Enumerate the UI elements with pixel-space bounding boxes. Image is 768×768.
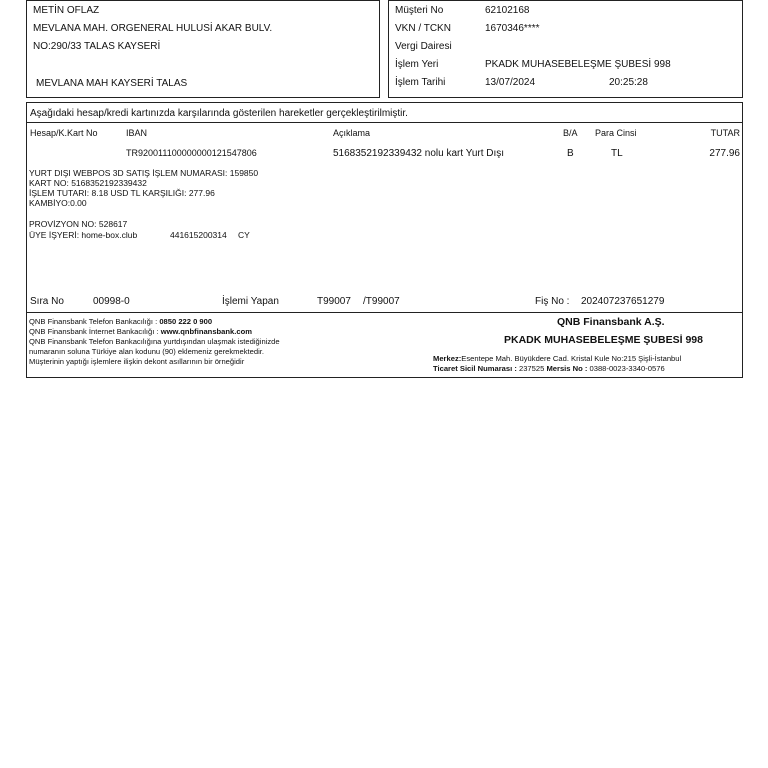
merchant-country: CY (238, 230, 250, 240)
row-iban: TR920011100000000121547806 (126, 148, 257, 158)
transaction-place-value: PKADK MUHASEBELEŞME ŞUBESİ 998 (485, 59, 671, 70)
footer-note-1: QNB Finansbank Telefon Bankacılığına yurtdışından ulaşmak istediğinizde (29, 337, 280, 346)
row-currency: TL (611, 148, 623, 159)
headquarters-line (433, 355, 681, 363)
footer-note-3: Müşterinin yaptığı işlemlere ilişkin dekont asıllarının bir örneğidir (29, 357, 245, 366)
detail-line-2: KART NO: 5168352192339432 (29, 178, 147, 188)
customer-box (26, 0, 380, 98)
provision-number: PROVİZYON NO: 528617 (29, 219, 128, 229)
customer-name: METİN OFLAZ (33, 5, 100, 16)
trade-registry-value: 237525 (518, 364, 545, 373)
operator-value-2: /T99007 (363, 296, 400, 307)
sequence-label: Sıra No (30, 296, 64, 307)
transaction-place-label: İşlem Yeri (395, 59, 439, 70)
phone-banking-label: QNB Finansbank Telefon Bankacılığı : (29, 317, 158, 326)
headquarters-label: Merkez: (433, 354, 462, 363)
phone-banking-number: 0850 222 0 900 (159, 317, 213, 326)
detail-line-4: KAMBİYO:0.00 (29, 198, 87, 208)
internet-banking-line (29, 328, 252, 336)
tax-office-label: Vergi Dairesi (395, 41, 452, 52)
branch-name: PKADK MUHASEBELEŞME ŞUBESİ 998 (504, 334, 703, 346)
tax-id-value: 1670346**** (485, 23, 540, 34)
headquarters-address: Esentepe Mah. Büyükdere Cad. Kristal Kule No:215 Şişli-İstanbul (461, 354, 682, 363)
registry-line (433, 365, 665, 373)
trade-registry-label: Ticaret Sicil Numarası : (433, 364, 517, 373)
row-description: 5168352192339432 nolu kart Yurt Dışı (333, 148, 505, 159)
bank-name: QNB Finansbank A.Ş. (557, 316, 665, 328)
header-account: Hesap/K.Kart No (30, 128, 98, 138)
receipt-no-value: 202407237651279 (581, 296, 665, 307)
header-currency: Para Cinsi (595, 128, 637, 138)
operator-label: İşlemi Yapan (222, 296, 279, 307)
detail-line-3: İŞLEM TUTARI: 8.18 USD TL KARŞILIĞI: 277.96 (29, 188, 215, 198)
transaction-date-label: İşlem Tarihi (395, 77, 446, 88)
mersis-label: Mersis No : (546, 364, 588, 373)
header-amount: TUTAR (710, 128, 740, 138)
customer-address-line1: MEVLANA MAH. ORGENERAL HULUSİ AKAR BULV. (33, 23, 273, 34)
customer-no-value: 62102168 (485, 5, 530, 16)
intro-text: Aşağıdaki hesap/kredi kartınızda karşılarında gösterilen hareketler gerçekleştirilmiştir. (30, 108, 408, 119)
transaction-date-value: 13/07/2024 (485, 77, 536, 88)
transaction-info-box (388, 0, 743, 98)
header-description: Açıklama (333, 128, 371, 138)
customer-address-line2: NO:290/33 TALAS KAYSERİ (33, 41, 161, 52)
transaction-time-value: 20:25:28 (609, 77, 648, 88)
sequence-value: 00998-0 (93, 296, 130, 307)
transaction-detail-box (26, 102, 743, 313)
header-iban: IBAN (126, 128, 148, 138)
merchant-name: ÜYE İŞYERİ: home-box.club (29, 230, 138, 240)
customer-no-label: Müşteri No (395, 5, 444, 16)
footer-note-2: numaranın soluna Türkiye alan kodunu (90) eklemeniz gerekmektedir. (29, 347, 264, 356)
receipt-no-label: Fiş No : (535, 296, 570, 307)
internet-banking-url: www.qnbfinansbank.com (160, 327, 252, 336)
internet-banking-label: QNB Finansbank İnternet Bankacılığı : (29, 327, 159, 336)
customer-address-line3: MEVLANA MAH KAYSERİ TALAS (36, 78, 188, 89)
row-ba: B (567, 148, 574, 159)
bank-footer-box (26, 312, 743, 378)
detail-line-1: YURT DIŞI WEBPOS 3D SATIŞ İŞLEM NUMARASI: 159850 (29, 168, 259, 178)
mersis-value: 0388-0023-3340-0576 (589, 364, 665, 373)
header-ba: B/A (563, 128, 578, 138)
merchant-code: 441615200314 (170, 230, 227, 240)
tax-id-label: VKN / TCKN (395, 23, 451, 34)
row-amount: 277.96 (709, 148, 740, 159)
phone-banking-line (29, 318, 212, 326)
operator-value: T99007 (317, 296, 351, 307)
intro-divider (27, 122, 742, 123)
